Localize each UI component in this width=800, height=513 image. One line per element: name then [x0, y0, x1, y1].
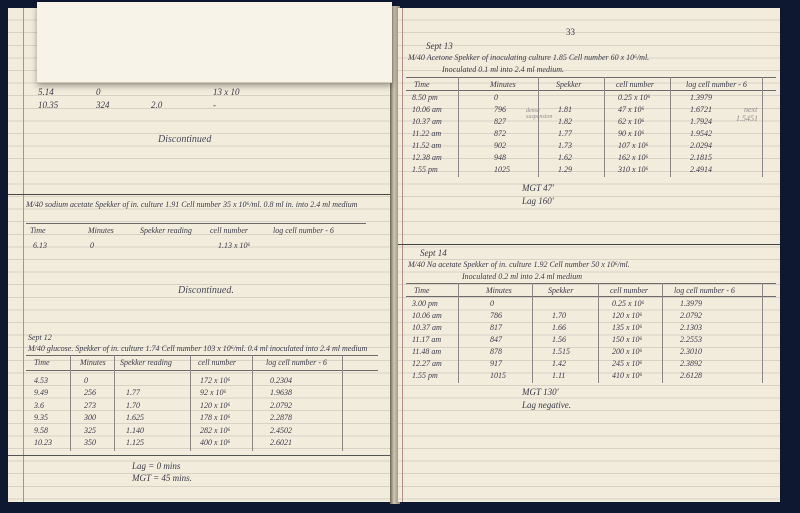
page-number: 33 — [566, 27, 575, 37]
col-header: cell number — [610, 286, 648, 295]
table-cell: 325 — [84, 425, 96, 435]
section-title: M/40 glucose. Spekker of in. culture 1.74 Cell number 103 x 10⁶/ml. 0.4 ml inoculated into 2.4 ml medium — [28, 344, 368, 353]
table-cell: 786 — [490, 311, 502, 320]
table-cell: 1.55 pm — [412, 371, 438, 380]
table-cell: 150 x 10⁶ — [612, 335, 643, 344]
table-cell: 1.9638 — [270, 388, 292, 398]
table-cell: 2.6021 — [270, 438, 292, 447]
column-rule — [252, 355, 253, 451]
table-cell: 0 — [494, 93, 498, 102]
table-cell: 1.125 — [126, 438, 144, 447]
column-rule — [762, 283, 763, 383]
section-divider — [398, 244, 780, 245]
table-cell: 245 x 10⁶ — [612, 359, 643, 368]
table-cell: 0.25 x 10⁶ — [612, 299, 645, 308]
cell: 6.13 — [33, 241, 47, 250]
table-cell: 282 x 10⁶ — [200, 425, 231, 435]
column-rule — [190, 355, 191, 451]
lag-result: Lag 160' — [522, 196, 554, 206]
table-cell: 10.06 am — [412, 105, 442, 114]
table-cell: 12.38 am — [412, 153, 442, 162]
discontinued-label: Discontinued. — [178, 285, 234, 296]
table-cell: 120 x 10⁶ — [612, 311, 643, 320]
table-cell: 256 — [84, 388, 96, 398]
table-cell: 2.2878 — [270, 413, 292, 423]
discontinued-label: Discontinued — [158, 134, 212, 145]
lag-result: Lag negative. — [522, 400, 571, 410]
cell: - — [213, 100, 216, 110]
table-cell: 92 x 10⁶ — [200, 388, 227, 398]
table-cell: 2.0792 — [270, 400, 292, 410]
table-cell: 0.25 x 10⁶ — [618, 93, 651, 102]
pencil-note: next — [744, 105, 758, 114]
section-divider — [8, 455, 392, 456]
table-cell: 162 x 10⁶ — [618, 153, 649, 162]
cell: 1.13 x 10⁶ — [218, 241, 251, 250]
table-cell: 2.3892 — [680, 359, 702, 368]
cell: 5.14 — [38, 87, 54, 97]
table-cell: 917 — [490, 359, 502, 368]
section-date: Sept 13 — [426, 41, 453, 51]
table-cell: 1.42 — [552, 359, 566, 368]
column-rule — [532, 283, 533, 383]
column-rule — [458, 77, 459, 177]
table-cell: 1.3979 — [680, 299, 702, 308]
column-rule — [342, 355, 343, 451]
mgt-result: MGT = 45 mins. — [132, 473, 192, 483]
cell: 0 — [96, 87, 101, 97]
col-header: Time — [414, 286, 430, 295]
col-header: cell number — [210, 226, 248, 235]
section-date: Sept 14 — [420, 248, 447, 258]
pencil-note: 1.5451 — [736, 114, 758, 123]
col-header: log cell number - 6 — [674, 286, 735, 295]
pencil-note: dense suspension — [526, 108, 553, 120]
table-cell: 9.58 — [34, 425, 48, 435]
table-cell: 200 x 10⁶ — [612, 347, 643, 356]
table-cell: 273 — [84, 400, 96, 410]
column-rule — [458, 283, 459, 383]
table-header-line — [406, 90, 776, 91]
cell: 10.35 — [38, 100, 59, 110]
table-header-line — [26, 223, 366, 224]
table-cell: 8.50 pm — [412, 93, 438, 102]
col-header: log cell number - 6 — [273, 226, 334, 235]
table-cell: 1025 — [494, 165, 510, 174]
column-rule — [662, 283, 663, 383]
section-date: Sept 12 — [28, 333, 52, 342]
table-cell: 4.53 — [34, 376, 48, 385]
col-header: Time — [30, 226, 46, 235]
margin-line — [402, 8, 403, 502]
col-header: Minutes — [80, 358, 106, 367]
table-header-line — [406, 296, 776, 297]
folded-paper-flap — [37, 2, 392, 83]
table-cell: 11.48 am — [412, 347, 442, 356]
table-cell: 1.56 — [552, 335, 566, 344]
col-header: cell number — [616, 80, 654, 89]
section-subtitle: Inoculated 0.2 ml into 2.4 ml medium — [462, 272, 582, 281]
table-cell: 1.73 — [558, 141, 572, 150]
table-cell: 120 x 10⁶ — [200, 400, 231, 410]
table-cell: 1015 — [490, 371, 506, 380]
table-cell: 948 — [494, 153, 506, 162]
table-cell: 1.66 — [552, 323, 566, 332]
table-cell: 1.515 — [552, 347, 570, 356]
section-title: M/40 sodium acetate Spekker of in. culture 1.91 Cell number 35 x 10⁶/ml. 0.8 ml in. into 2.4 ml medium — [26, 200, 358, 209]
table-cell: 796 — [494, 105, 506, 114]
table-cell: 2.0294 — [690, 141, 712, 150]
table-cell: 135 x 10⁶ — [612, 323, 643, 332]
col-header: Spekker reading — [120, 358, 172, 367]
table-cell: 2.4914 — [690, 165, 712, 174]
right-page — [398, 8, 780, 502]
table-header-line — [26, 355, 378, 356]
section-subtitle: Inoculated 0.1 ml into 2.4 ml medium. — [442, 65, 564, 74]
col-header: Spekker — [556, 80, 582, 89]
column-rule — [538, 77, 539, 177]
table-cell: 9.49 — [34, 388, 48, 398]
col-header: Spekker — [548, 286, 574, 295]
table-cell: 10.06 am — [412, 311, 442, 320]
mgt-result: MGT 47' — [522, 183, 555, 193]
table-cell: 172 x 10⁶ — [200, 376, 231, 385]
table-cell: 90 x 10⁶ — [618, 129, 645, 138]
table-cell: 902 — [494, 141, 506, 150]
table-cell: 10.37 am — [412, 323, 442, 332]
table-cell: 872 — [494, 129, 506, 138]
table-cell: 1.140 — [126, 425, 144, 435]
table-cell: 1.9542 — [690, 129, 712, 138]
column-rule — [604, 77, 605, 177]
table-cell: 1.625 — [126, 413, 144, 423]
table-cell: 3.6 — [34, 400, 44, 410]
table-cell: 1.70 — [126, 400, 140, 410]
table-cell: 1.62 — [558, 153, 572, 162]
table-cell: 817 — [490, 323, 502, 332]
section-title: M/40 Acetone Spekker of inoculating culture 1.85 Cell number 60 x 10⁶/ml. — [408, 53, 650, 62]
table-cell: 1.3979 — [690, 93, 712, 102]
table-cell: 1.7924 — [690, 117, 712, 126]
table-cell: 350 — [84, 438, 96, 447]
table-cell: 107 x 10⁶ — [618, 141, 649, 150]
col-header: Time — [414, 80, 430, 89]
table-cell: 1.77 — [126, 388, 140, 398]
table-header-line — [406, 283, 776, 284]
cell: 13 x 10 — [213, 87, 240, 97]
section-title: M/40 Na acetate Spekker of in. culture 1.92 Cell number 50 x 10⁶/ml. — [408, 260, 630, 269]
table-cell: 12.27 am — [412, 359, 442, 368]
column-rule — [670, 77, 671, 177]
table-cell: 2.2553 — [680, 335, 702, 344]
cell: 324 — [96, 100, 110, 110]
table-cell: 2.0792 — [680, 311, 702, 320]
table-cell: 10.23 — [34, 438, 52, 447]
table-cell: 1.6721 — [690, 105, 712, 114]
table-cell: 62 x 10⁶ — [618, 117, 645, 126]
table-cell: 1.70 — [552, 311, 566, 320]
table-cell: 2.1303 — [680, 323, 702, 332]
column-rule — [598, 283, 599, 383]
table-cell: 2.6128 — [680, 371, 702, 380]
table-cell: 47 x 10⁶ — [618, 105, 645, 114]
table-cell: 0 — [490, 299, 494, 308]
table-cell: 11.17 am — [412, 335, 442, 344]
table-cell: 3.00 pm — [412, 299, 438, 308]
table-cell: 300 — [84, 413, 96, 423]
table-cell: 1.11 — [552, 371, 566, 380]
table-cell: 847 — [490, 335, 502, 344]
table-cell: 2.1815 — [690, 153, 712, 162]
table-cell: 410 x 10⁶ — [612, 371, 643, 380]
margin-line — [23, 8, 24, 502]
col-header: Spekker reading — [140, 226, 192, 235]
table-cell: 2.4502 — [270, 425, 292, 435]
table-cell: 0 — [84, 376, 88, 385]
table-cell: 2.3010 — [680, 347, 702, 356]
section-divider — [8, 194, 392, 195]
column-rule — [114, 355, 115, 451]
table-cell: 11.52 am — [412, 141, 442, 150]
table-cell: 0.2304 — [270, 376, 292, 385]
table-cell: 400 x 10⁶ — [200, 438, 231, 447]
table-cell: 1.55 pm — [412, 165, 438, 174]
lag-result: Lag = 0 mins — [132, 461, 181, 471]
table-cell: 10.37 am — [412, 117, 442, 126]
table-cell: 310 x 10⁶ — [618, 165, 649, 174]
table-header-line — [26, 370, 378, 371]
col-header: log cell number - 6 — [266, 358, 327, 367]
column-rule — [70, 355, 71, 451]
table-cell: 1.81 — [558, 105, 572, 114]
col-header: cell number — [198, 358, 236, 367]
table-cell: 9.35 — [34, 413, 48, 423]
col-header: log cell number - 6 — [686, 80, 747, 89]
table-cell: 1.82 — [558, 117, 572, 126]
col-header: Minutes — [486, 286, 512, 295]
table-cell: 178 x 10⁶ — [200, 413, 231, 423]
col-header: Minutes — [88, 226, 114, 235]
table-cell: 878 — [490, 347, 502, 356]
col-header: Minutes — [490, 80, 516, 89]
table-cell: 1.29 — [558, 165, 572, 174]
cell: 0 — [90, 241, 94, 250]
mgt-result: MGT 130' — [522, 387, 559, 397]
cell: 2.0 — [151, 100, 163, 110]
column-rule — [762, 77, 763, 177]
col-header: Time — [34, 358, 50, 367]
table-cell: 11.22 am — [412, 129, 442, 138]
table-cell: 1.77 — [558, 129, 572, 138]
table-header-line — [406, 77, 776, 78]
table-cell: 827 — [494, 117, 506, 126]
